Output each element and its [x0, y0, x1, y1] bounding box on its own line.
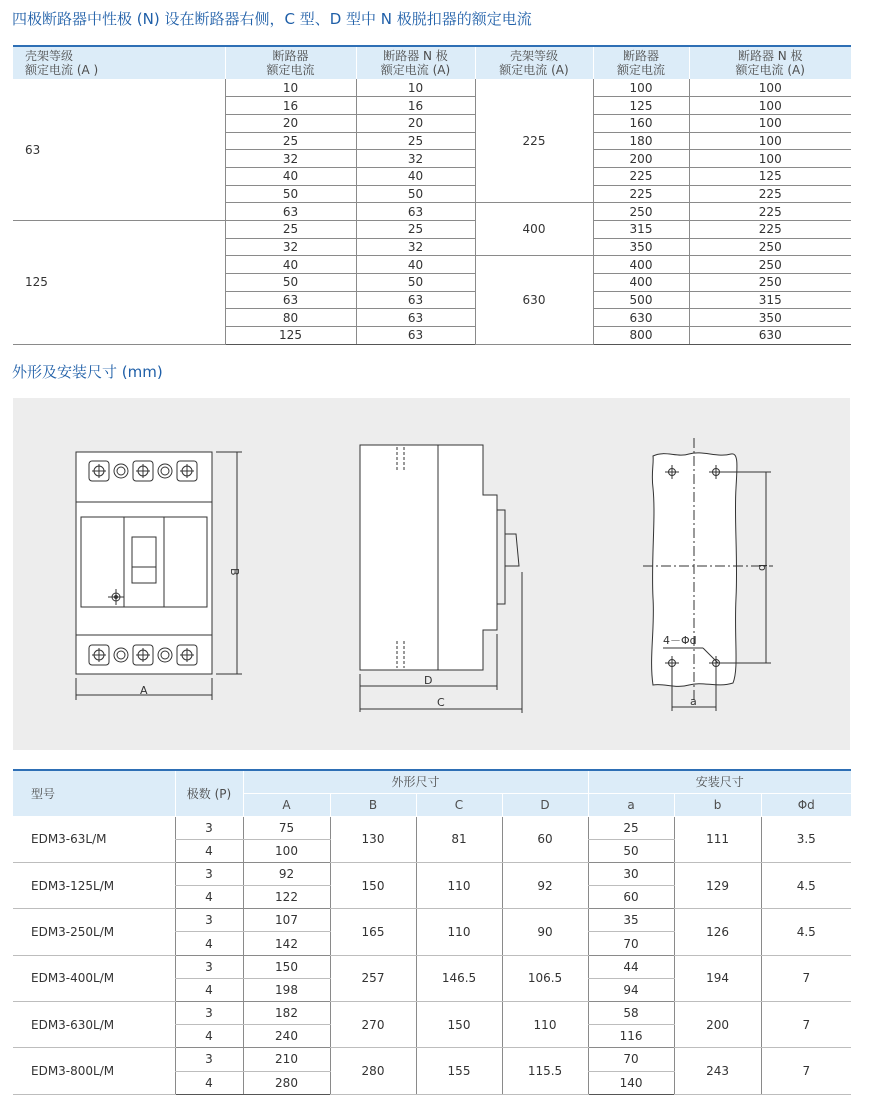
- model-cell: EDM3-125L/M: [13, 862, 175, 908]
- dim-A-cell: 150: [243, 955, 330, 978]
- dimensions-title: 外形及安装尺寸 (mm): [12, 363, 163, 381]
- breaker-current-cell: 800: [593, 327, 689, 345]
- breaker-current-cell: 500: [593, 291, 689, 309]
- dim-label-B: B: [228, 568, 241, 576]
- breaker-current-cell: 32: [225, 238, 356, 256]
- frame-current-cell: 225: [475, 79, 593, 203]
- n-pole-current-cell: 32: [356, 238, 475, 256]
- n-pole-current-cell: 125: [689, 167, 851, 185]
- dim-D-cell: 106.5: [502, 955, 588, 1001]
- side-view: [360, 445, 522, 713]
- breaker-current-cell: 100: [593, 79, 689, 97]
- mounting-view: [643, 438, 773, 711]
- col-outline: 外形尺寸: [243, 770, 588, 793]
- front-view: [76, 452, 242, 700]
- dim-a-cell: 50: [588, 839, 674, 862]
- dim-D-cell: 110: [502, 1002, 588, 1048]
- breaker-current-cell: 125: [225, 327, 356, 345]
- col-model: 型号: [13, 770, 175, 816]
- n-pole-current-cell: 100: [689, 97, 851, 115]
- dim-B-cell: 165: [330, 909, 416, 955]
- table-header-row: [13, 46, 851, 79]
- col-A: A: [243, 793, 330, 816]
- n-pole-current-cell: 250: [689, 238, 851, 256]
- header-cell: 断路器 额定电流: [593, 46, 689, 79]
- table-row: [13, 1002, 851, 1025]
- n-pole-current-cell: 40: [356, 256, 475, 274]
- breaker-current-cell: 63: [225, 291, 356, 309]
- dim-A-cell: 198: [243, 978, 330, 1001]
- n-pole-current-cell: 16: [356, 97, 475, 115]
- poles-cell: 3: [175, 955, 243, 978]
- col-a: a: [588, 793, 674, 816]
- dim-label-b: b: [756, 564, 769, 571]
- rating-table-title: 四极断路器中性极 (N) 设在断路器右侧，C 型、D 型中 N 极脱扣器的额定电流: [12, 10, 532, 28]
- breaker-current-cell: 80: [225, 309, 356, 327]
- dim-B-cell: 257: [330, 955, 416, 1001]
- dim-A-cell: 240: [243, 1025, 330, 1048]
- n-pole-current-cell: 63: [356, 309, 475, 327]
- table-row: [13, 862, 851, 885]
- breaker-current-cell: 180: [593, 132, 689, 150]
- breaker-current-cell: 10: [225, 79, 356, 97]
- header-cell: 壳架等级 额定电流 (A ): [13, 46, 225, 79]
- breaker-current-cell: 160: [593, 114, 689, 132]
- hole-label: 4－Φd: [663, 634, 697, 647]
- col-poles: 极数 (P): [175, 770, 243, 816]
- n-pole-current-cell: 50: [356, 185, 475, 203]
- n-pole-current-cell: 50: [356, 274, 475, 292]
- breaker-current-cell: 63: [225, 203, 356, 221]
- dim-label-a: a: [690, 695, 697, 708]
- dim-B-cell: 130: [330, 816, 416, 862]
- table-row: [13, 221, 851, 239]
- table-row: [13, 1048, 851, 1071]
- dim-phid-cell: 4.5: [761, 909, 851, 955]
- col-C: C: [416, 793, 502, 816]
- dim-a-cell: 94: [588, 978, 674, 1001]
- dim-A-cell: 122: [243, 886, 330, 909]
- dim-B-cell: 270: [330, 1002, 416, 1048]
- dim-b-cell: 111: [674, 816, 761, 862]
- header-cell: 壳架等级 额定电流 (A): [475, 46, 593, 79]
- dim-C-cell: 150: [416, 1002, 502, 1048]
- table-header-row: [13, 770, 851, 793]
- model-cell: EDM3-630L/M: [13, 1002, 175, 1048]
- dim-b-cell: 129: [674, 862, 761, 908]
- dim-C-cell: 81: [416, 816, 502, 862]
- n-pole-current-cell: 25: [356, 132, 475, 150]
- breaker-current-cell: 40: [225, 256, 356, 274]
- table-row: [13, 909, 851, 932]
- dim-A-cell: 142: [243, 932, 330, 955]
- header-cell: 断路器 额定电流: [225, 46, 356, 79]
- breaker-current-cell: 25: [225, 132, 356, 150]
- poles-cell: 3: [175, 862, 243, 885]
- frame-current-cell: 400: [475, 203, 593, 256]
- dim-D-cell: 92: [502, 862, 588, 908]
- dim-phid-cell: 7: [761, 1002, 851, 1048]
- dim-A-cell: 280: [243, 1071, 330, 1094]
- breaker-current-cell: 400: [593, 256, 689, 274]
- model-cell: EDM3-63L/M: [13, 816, 175, 862]
- n-pole-current-cell: 63: [356, 291, 475, 309]
- model-cell: EDM3-250L/M: [13, 909, 175, 955]
- frame-current-cell: 630: [475, 256, 593, 344]
- breaker-current-cell: 50: [225, 274, 356, 292]
- n-pole-current-cell: 40: [356, 167, 475, 185]
- n-pole-current-cell: 10: [356, 79, 475, 97]
- breaker-current-cell: 32: [225, 150, 356, 168]
- col-D: D: [502, 793, 588, 816]
- n-pole-current-cell: 100: [689, 79, 851, 97]
- n-pole-current-cell: 225: [689, 203, 851, 221]
- dim-label-A: A: [140, 684, 148, 697]
- frame-current-cell: 125: [13, 221, 225, 345]
- poles-cell: 3: [175, 816, 243, 839]
- col-phid: Φd: [761, 793, 851, 816]
- header-cell: 断路器 N 极 额定电流 (A): [689, 46, 851, 79]
- poles-cell: 4: [175, 839, 243, 862]
- dim-a-cell: 116: [588, 1025, 674, 1048]
- breaker-current-cell: 315: [593, 221, 689, 239]
- dim-D-cell: 115.5: [502, 1048, 588, 1094]
- poles-cell: 3: [175, 1002, 243, 1025]
- dim-A-cell: 107: [243, 909, 330, 932]
- dimensions-table: [13, 769, 851, 1095]
- breaker-current-cell: 16: [225, 97, 356, 115]
- n-pole-current-cell: 32: [356, 150, 475, 168]
- dim-a-cell: 30: [588, 862, 674, 885]
- n-pole-rating-table: [13, 45, 851, 345]
- n-pole-current-cell: 250: [689, 274, 851, 292]
- n-pole-current-cell: 225: [689, 221, 851, 239]
- poles-cell: 4: [175, 1025, 243, 1048]
- dim-A-cell: 210: [243, 1048, 330, 1071]
- breaker-current-cell: 40: [225, 167, 356, 185]
- n-pole-current-cell: 100: [689, 132, 851, 150]
- dim-A-cell: 182: [243, 1002, 330, 1025]
- dim-phid-cell: 3.5: [761, 816, 851, 862]
- breaker-current-cell: 225: [593, 167, 689, 185]
- n-pole-current-cell: 100: [689, 114, 851, 132]
- n-pole-current-cell: 250: [689, 256, 851, 274]
- n-pole-current-cell: 63: [356, 327, 475, 345]
- n-pole-current-cell: 20: [356, 114, 475, 132]
- n-pole-current-cell: 25: [356, 221, 475, 239]
- table-row: [13, 816, 851, 839]
- poles-cell: 4: [175, 932, 243, 955]
- col-mounting: 安装尺寸: [588, 770, 851, 793]
- dim-C-cell: 155: [416, 1048, 502, 1094]
- dim-a-cell: 25: [588, 816, 674, 839]
- dim-a-cell: 44: [588, 955, 674, 978]
- n-pole-current-cell: 350: [689, 309, 851, 327]
- poles-cell: 3: [175, 1048, 243, 1071]
- dim-b-cell: 243: [674, 1048, 761, 1094]
- breaker-current-cell: 250: [593, 203, 689, 221]
- col-b: b: [674, 793, 761, 816]
- dim-a-cell: 70: [588, 932, 674, 955]
- breaker-current-cell: 225: [593, 185, 689, 203]
- n-pole-current-cell: 315: [689, 291, 851, 309]
- breaker-current-cell: 200: [593, 150, 689, 168]
- dim-D-cell: 90: [502, 909, 588, 955]
- breaker-current-cell: 20: [225, 114, 356, 132]
- poles-cell: 4: [175, 978, 243, 1001]
- n-pole-current-cell: 100: [689, 150, 851, 168]
- n-pole-current-cell: 63: [356, 203, 475, 221]
- poles-cell: 4: [175, 886, 243, 909]
- dim-B-cell: 280: [330, 1048, 416, 1094]
- breaker-current-cell: 25: [225, 221, 356, 239]
- dim-A-cell: 92: [243, 862, 330, 885]
- col-B: B: [330, 793, 416, 816]
- model-cell: EDM3-400L/M: [13, 955, 175, 1001]
- dim-phid-cell: 7: [761, 1048, 851, 1094]
- dim-a-cell: 60: [588, 886, 674, 909]
- dim-a-cell: 70: [588, 1048, 674, 1071]
- dimension-drawing: [13, 398, 850, 750]
- table-row: [13, 79, 851, 97]
- dim-b-cell: 126: [674, 909, 761, 955]
- breaker-current-cell: 125: [593, 97, 689, 115]
- dim-a-cell: 35: [588, 909, 674, 932]
- dim-D-cell: 60: [502, 816, 588, 862]
- dim-a-cell: 140: [588, 1071, 674, 1094]
- model-cell: EDM3-800L/M: [13, 1048, 175, 1094]
- table-row: [13, 955, 851, 978]
- poles-cell: 4: [175, 1071, 243, 1094]
- dim-A-cell: 100: [243, 839, 330, 862]
- dim-b-cell: 200: [674, 1002, 761, 1048]
- dim-phid-cell: 4.5: [761, 862, 851, 908]
- dim-a-cell: 58: [588, 1002, 674, 1025]
- dim-C-cell: 110: [416, 862, 502, 908]
- dim-phid-cell: 7: [761, 955, 851, 1001]
- frame-current-cell: 63: [13, 79, 225, 221]
- dim-b-cell: 194: [674, 955, 761, 1001]
- n-pole-current-cell: 630: [689, 327, 851, 345]
- dim-label-D: D: [424, 674, 433, 687]
- outline-mounting-diagram: [13, 398, 850, 750]
- dim-A-cell: 75: [243, 816, 330, 839]
- breaker-current-cell: 400: [593, 274, 689, 292]
- dim-label-C: C: [437, 696, 445, 709]
- n-pole-current-cell: 225: [689, 185, 851, 203]
- breaker-current-cell: 50: [225, 185, 356, 203]
- dim-C-cell: 146.5: [416, 955, 502, 1001]
- dim-B-cell: 150: [330, 862, 416, 908]
- breaker-current-cell: 350: [593, 238, 689, 256]
- header-cell: 断路器 N 极 额定电流 (A): [356, 46, 475, 79]
- dim-C-cell: 110: [416, 909, 502, 955]
- poles-cell: 3: [175, 909, 243, 932]
- breaker-current-cell: 630: [593, 309, 689, 327]
